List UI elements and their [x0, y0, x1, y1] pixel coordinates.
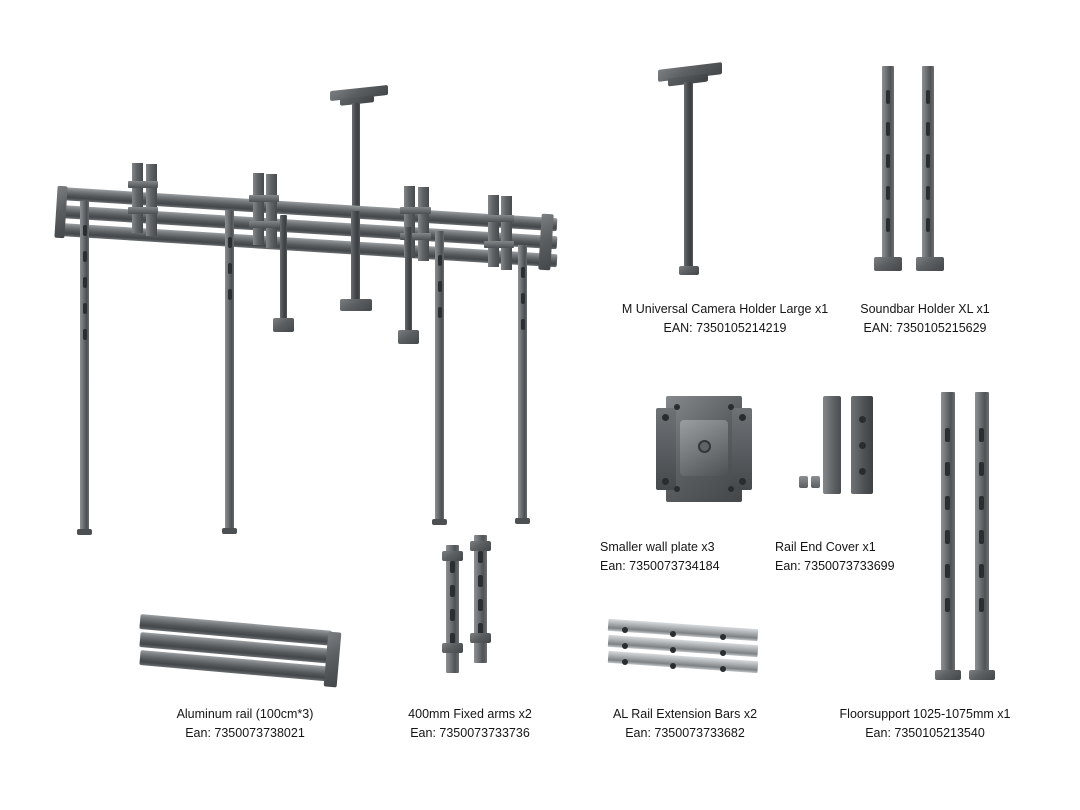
bracket-cross-4 [249, 221, 279, 228]
camera-pole [352, 103, 360, 215]
floor-support-illustration [935, 388, 1005, 688]
caption-camera-holder [600, 300, 850, 338]
soundbar-post-foot-2 [398, 330, 419, 344]
fixed-arm-bracket-l2 [442, 643, 463, 653]
bracket-upright-6 [418, 187, 429, 261]
caption-title: Smaller wall plate x3 [600, 540, 715, 554]
caption-rail-end-cover [775, 538, 935, 576]
floor-leg-3 [435, 231, 444, 521]
caption-wall-plate [600, 538, 765, 576]
bracket-cross-3 [249, 195, 279, 202]
floor-leg-2 [225, 210, 234, 530]
caption-ean: Ean: 7350105213540 [865, 726, 985, 740]
camera-holder-bottom [679, 266, 699, 275]
fixed-arms-illustration [440, 535, 500, 680]
caption-ean: Ean: 7350073733736 [410, 726, 530, 740]
bracket-upright-8 [501, 196, 512, 270]
aluminum-rail-bundle-illustration [140, 610, 340, 680]
bracket-upright-2 [146, 164, 157, 236]
caption-title: Rail End Cover x1 [775, 540, 876, 554]
rail-end-cover-panel-a [823, 396, 841, 494]
caption-ean: EAN: 7350105215629 [863, 321, 987, 335]
fixed-arm-bracket-r1 [470, 541, 491, 551]
caption-title: Aluminum rail (100cm*3) [176, 707, 314, 721]
caption-ean: Ean: 7350073734184 [600, 559, 720, 573]
soundbar-foot-left [874, 257, 902, 271]
fixed-arm-bracket-r2 [470, 633, 491, 643]
soundbar-post-1 [280, 215, 287, 320]
caption-title: M Universal Camera Holder Large x1 [621, 302, 829, 316]
bracket-upright-7 [488, 195, 499, 267]
bracket-cross-2 [128, 207, 158, 214]
bracket-upright-4 [266, 174, 277, 248]
caption-floor-support [815, 705, 1035, 743]
caption-title: Floorsupport 1025-1075mm x1 [839, 707, 1011, 721]
fixed-arm-bracket-l1 [442, 551, 463, 561]
caption-aluminum-rail [145, 705, 345, 743]
bracket-cross-5 [400, 207, 431, 214]
caption-title: 400mm Fixed arms x2 [408, 707, 532, 721]
bracket-upright-1 [132, 163, 143, 233]
center-pole [351, 211, 360, 301]
soundbar-holder-illustration [870, 60, 990, 275]
caption-ean: EAN: 7350105214219 [663, 321, 787, 335]
bracket-cross-7 [484, 215, 514, 222]
full-mount-assembly-illustration [40, 55, 600, 555]
bracket-cross-1 [128, 181, 158, 188]
caption-soundbar-holder [825, 300, 1025, 338]
soundbar-foot-right [916, 257, 944, 271]
caption-extension-bars [600, 705, 770, 743]
camera-holder-pole [684, 82, 693, 272]
wall-plate-illustration [650, 392, 770, 512]
soundbar-post-foot-1 [273, 318, 294, 332]
camera-holder-illustration [650, 60, 760, 290]
rail-end-cover-screw-1 [799, 476, 808, 488]
floor-support-foot-right [969, 670, 995, 680]
caption-title: AL Rail Extension Bars x2 [612, 707, 758, 721]
rail-end-cover-screw-2 [811, 476, 820, 488]
bracket-cross-8 [484, 241, 514, 248]
floor-leg-4 [518, 245, 527, 520]
rail-end-cover-illustration [795, 392, 905, 502]
soundbar-post-2 [405, 227, 412, 332]
caption-ean: Ean: 7350073738021 [185, 726, 305, 740]
extension-bars-illustration [608, 620, 768, 685]
caption-fixed-arms [375, 705, 565, 743]
caption-title: Soundbar Holder XL x1 [860, 302, 990, 316]
center-pole-foot [340, 299, 372, 311]
caption-ean: Ean: 7350073733699 [775, 559, 895, 573]
caption-ean: Ean: 7350073733682 [625, 726, 745, 740]
floor-support-foot-left [935, 670, 961, 680]
bracket-upright-3 [253, 173, 264, 245]
